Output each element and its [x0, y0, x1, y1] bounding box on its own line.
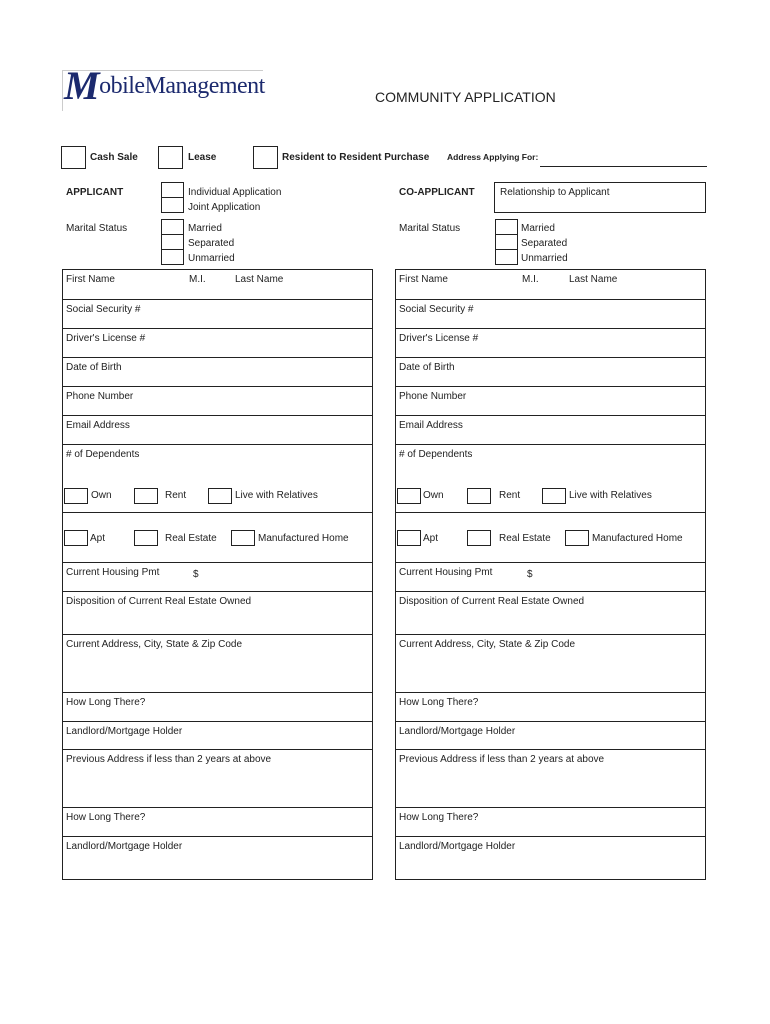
co-housing-type-row [396, 513, 705, 563]
own-label: Own [91, 490, 112, 501]
resident-purchase-label: Resident to Resident Purchase [282, 152, 430, 163]
co-apt-checkbox[interactable] [397, 530, 421, 546]
how-long-2-field[interactable] [63, 808, 372, 837]
co-marital-checkboxes[interactable] [495, 219, 518, 265]
co-own-checkbox[interactable] [397, 488, 421, 504]
co-drivers-license-field[interactable] [396, 329, 705, 358]
co-own-label: Own [423, 490, 444, 501]
co-dob-label: Date of Birth [399, 362, 455, 373]
applicant-heading: APPLICANT [66, 187, 124, 198]
company-logo [64, 63, 265, 108]
own-checkbox[interactable] [64, 488, 88, 504]
co-rent-label: Rent [499, 490, 521, 501]
email-label: Email Address [66, 420, 130, 431]
how-long-label: How Long There? [66, 697, 146, 708]
drivers-license-label: Driver's License # [66, 333, 146, 344]
co-real-estate-label: Real Estate [499, 533, 551, 544]
dollar-sign: $ [193, 569, 199, 580]
co-email-label: Email Address [399, 420, 463, 431]
live-with-relatives-checkbox[interactable] [208, 488, 232, 504]
phone-label: Phone Number [66, 391, 134, 402]
landlord-field[interactable] [63, 722, 372, 750]
co-last-name-label: Last Name [569, 274, 618, 285]
co-disposition-label: Disposition of Current Real Estate Owned [399, 596, 585, 607]
co-current-address-field[interactable] [396, 635, 705, 693]
form-title: COMMUNITY APPLICATION [375, 89, 556, 105]
co-previous-address-label: Previous Address if less than 2 years at above [399, 754, 605, 765]
co-applicant-heading: CO-APPLICANT [399, 187, 475, 198]
lease-label: Lease [188, 152, 217, 163]
current-address-label: Current Address, City, State & Zip Code [66, 639, 243, 650]
co-ssn-label: Social Security # [399, 304, 474, 315]
co-manufactured-home-label: Manufactured Home [592, 533, 683, 544]
previous-address-field[interactable] [63, 750, 372, 808]
co-how-long-2-field[interactable] [396, 808, 705, 837]
joint-application-label: Joint Application [188, 202, 261, 213]
relationship-field[interactable] [494, 182, 706, 213]
co-dependents-label: # of Dependents [399, 449, 473, 460]
co-real-estate-checkbox[interactable] [467, 530, 491, 546]
co-current-address-label: Current Address, City, State & Zip Code [399, 639, 576, 650]
separated-checkbox[interactable] [162, 235, 183, 250]
co-rent-checkbox[interactable] [467, 488, 491, 504]
co-dependents-field[interactable] [396, 445, 705, 513]
co-manufactured-home-checkbox[interactable] [565, 530, 589, 546]
manufactured-home-label: Manufactured Home [258, 533, 349, 544]
co-dollar-sign: $ [527, 569, 533, 580]
phone-field[interactable] [63, 387, 372, 416]
applicant-marital-checkboxes[interactable] [161, 219, 184, 265]
rent-label: Rent [165, 490, 187, 501]
dependents-label: # of Dependents [66, 449, 140, 460]
co-mi-label: M.I. [522, 274, 539, 285]
address-applying-field[interactable] [540, 166, 707, 167]
co-first-name-label: First Name [399, 274, 448, 285]
apt-label: Apt [90, 533, 106, 544]
rent-checkbox[interactable] [134, 488, 158, 504]
individual-application-label: Individual Application [188, 187, 282, 198]
address-applying-label: Address Applying For: [447, 152, 539, 162]
logo-wordmark: MobileManagement [64, 63, 265, 108]
how-long-field[interactable] [63, 693, 372, 722]
co-unmarried-checkbox[interactable] [496, 250, 517, 264]
applicant-form-column [62, 269, 373, 880]
lease-checkbox[interactable] [158, 146, 183, 169]
relationship-label: Relationship to Applicant [500, 187, 610, 198]
unmarried-label: Unmarried [188, 253, 235, 264]
separated-label: Separated [188, 238, 235, 249]
co-phone-field[interactable] [396, 387, 705, 416]
live-with-relatives-label: Live with Relatives [235, 490, 318, 501]
co-landlord-label: Landlord/Mortgage Holder [399, 726, 516, 737]
co-live-with-relatives-checkbox[interactable] [542, 488, 566, 504]
co-landlord-2-label: Landlord/Mortgage Holder [399, 841, 516, 852]
co-housing-pmt-label: Current Housing Pmt [399, 567, 493, 578]
landlord-label: Landlord/Mortgage Holder [66, 726, 183, 737]
co-live-with-relatives-label: Live with Relatives [569, 490, 652, 501]
co-dob-field[interactable] [396, 358, 705, 387]
co-married-checkbox[interactable] [496, 220, 517, 235]
co-separated-checkbox[interactable] [496, 235, 517, 250]
housing-pmt-label: Current Housing Pmt [66, 567, 160, 578]
married-label: Married [188, 223, 222, 234]
unmarried-checkbox[interactable] [162, 250, 183, 264]
cash-sale-checkbox[interactable] [61, 146, 86, 169]
co-landlord-field[interactable] [396, 722, 705, 750]
co-married-label: Married [521, 223, 555, 234]
cash-sale-label: Cash Sale [90, 152, 138, 163]
disposition-label: Disposition of Current Real Estate Owned [66, 596, 252, 607]
co-marital-status-label: Marital Status [399, 223, 461, 234]
co-how-long-label: How Long There? [399, 697, 479, 708]
resident-purchase-checkbox[interactable] [253, 146, 278, 169]
dependents-field[interactable] [63, 445, 372, 513]
landlord-2-field[interactable] [63, 837, 372, 879]
co-how-long-2-label: How Long There? [399, 812, 479, 823]
housing-type-row [63, 513, 372, 563]
co-apt-label: Apt [423, 533, 439, 544]
application-type-checkboxes[interactable] [161, 182, 184, 213]
ssn-label: Social Security # [66, 304, 141, 315]
co-email-field[interactable] [396, 416, 705, 445]
drivers-license-field[interactable] [63, 329, 372, 358]
previous-address-label: Previous Address if less than 2 years at above [66, 754, 272, 765]
co-disposition-field[interactable] [396, 592, 705, 635]
housing-pmt-field[interactable] [63, 563, 372, 592]
dob-label: Date of Birth [66, 362, 122, 373]
applicant-marital-status-label: Marital Status [66, 223, 128, 234]
co-applicant-form-column [395, 269, 706, 880]
co-how-long-field[interactable] [396, 693, 705, 722]
last-name-label: Last Name [235, 274, 284, 285]
co-drivers-license-label: Driver's License # [399, 333, 479, 344]
how-long-2-label: How Long There? [66, 812, 146, 823]
apt-checkbox[interactable] [64, 530, 88, 546]
co-ssn-field[interactable] [396, 300, 705, 329]
co-previous-address-field[interactable] [396, 750, 705, 808]
mi-label: M.I. [189, 274, 206, 285]
name-row[interactable] [63, 270, 372, 300]
co-unmarried-label: Unmarried [521, 253, 568, 264]
email-field[interactable] [63, 416, 372, 445]
dob-field[interactable] [63, 358, 372, 387]
individual-application-checkbox[interactable] [162, 183, 183, 198]
landlord-2-label: Landlord/Mortgage Holder [66, 841, 183, 852]
co-landlord-2-field[interactable] [396, 837, 705, 879]
co-phone-label: Phone Number [399, 391, 467, 402]
married-checkbox[interactable] [162, 220, 183, 235]
co-housing-pmt-field[interactable] [396, 563, 705, 592]
disposition-field[interactable] [63, 592, 372, 635]
joint-application-checkbox[interactable] [162, 198, 183, 212]
ssn-field[interactable] [63, 300, 372, 329]
real-estate-label: Real Estate [165, 533, 217, 544]
co-separated-label: Separated [521, 238, 568, 249]
first-name-label: First Name [66, 274, 115, 285]
co-name-row[interactable] [396, 270, 705, 300]
current-address-field[interactable] [63, 635, 372, 693]
manufactured-home-checkbox[interactable] [231, 530, 255, 546]
real-estate-checkbox[interactable] [134, 530, 158, 546]
